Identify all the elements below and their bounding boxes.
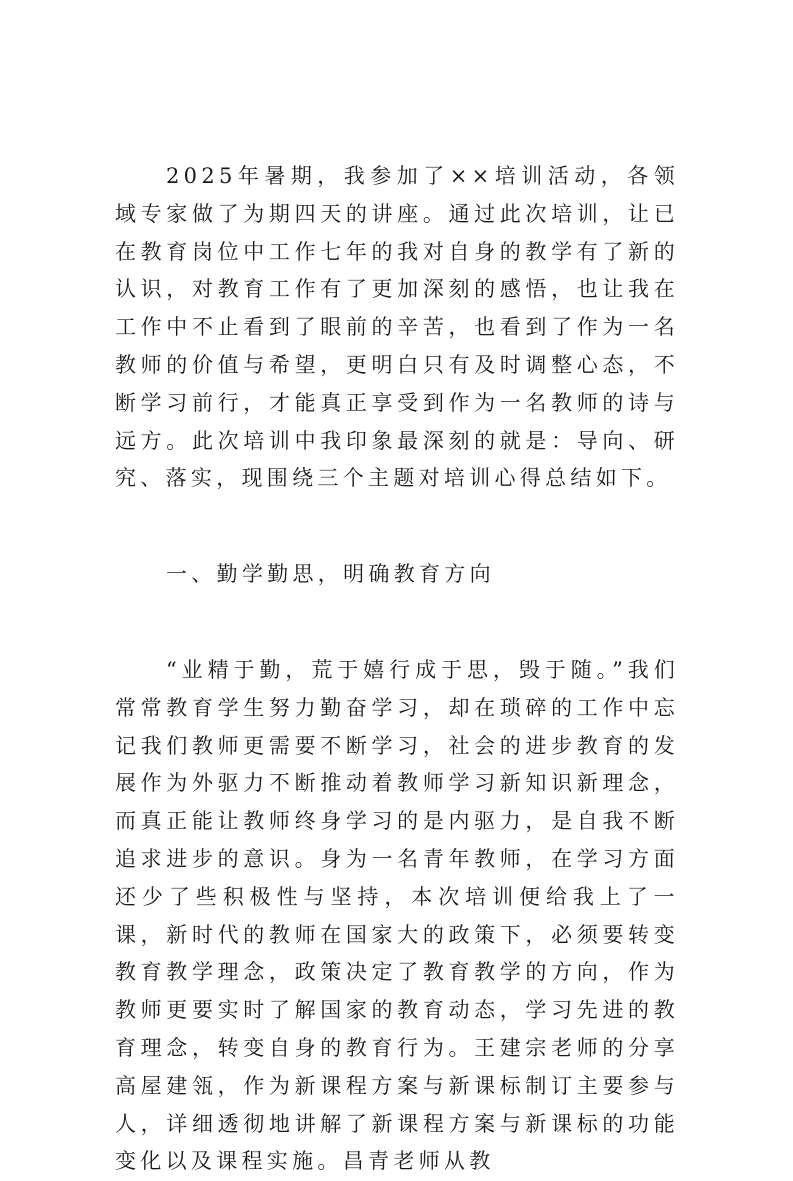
- section-1-heading: 一、勤学勤思，明确教育方向: [166, 562, 495, 587]
- intro-paragraph: 2025年暑期，我参加了××培训活动，各领域专家做了为期四天的讲座。通过此次培训，让已在教育岗位中工作七年的我对自身的教学有了新的认识，对教育工作有了更加深刻的感悟，也让我在工作中不止看到了眼前的辛苦，也看到了作为一名教师的价值与希望，更明白只有及时调整心态，不断学习前行，才能真正享受到作为一名教师的诗与远方。此次培训中我印象最深刻的就是：导向、研究、落实，现围绕三个主题对培训心得总结如下。: [115, 164, 679, 491]
- spacer: [115, 498, 679, 556]
- document-page: [115, 158, 679, 1181]
- section-1-paragraph: “业精于勤，荒于嬉行成于思，毁于随。”我们常常教育学生努力勤奋学习，却在琐碎的工作中忘记我们教师更需要不断学习，社会的进步教育的发展作为外驱力不断推动着教师学习新知识新理念，而真正能让教师终身学习的是内驱力，是自我不断追求进步的意识。身为一名青年教师，在学习方面还少了些积极性与坚持，本次培训便给我上了一课，新时代的教师在国家大的政策下，必须要转变教育教学理念，政策决定了教育教学的方向，作为教师更要实时了解国家的教育动态，学习先进的教育理念，转变自身的教育行为。王建宗老师的分享高屋建瓴，作为新课程方案与新课标制订主要参与人，详细透彻地讲解了新课程方案与新课标的功能变化以及课程实施。昌青老师从教: [115, 657, 679, 1174]
- spacer: [115, 594, 679, 652]
